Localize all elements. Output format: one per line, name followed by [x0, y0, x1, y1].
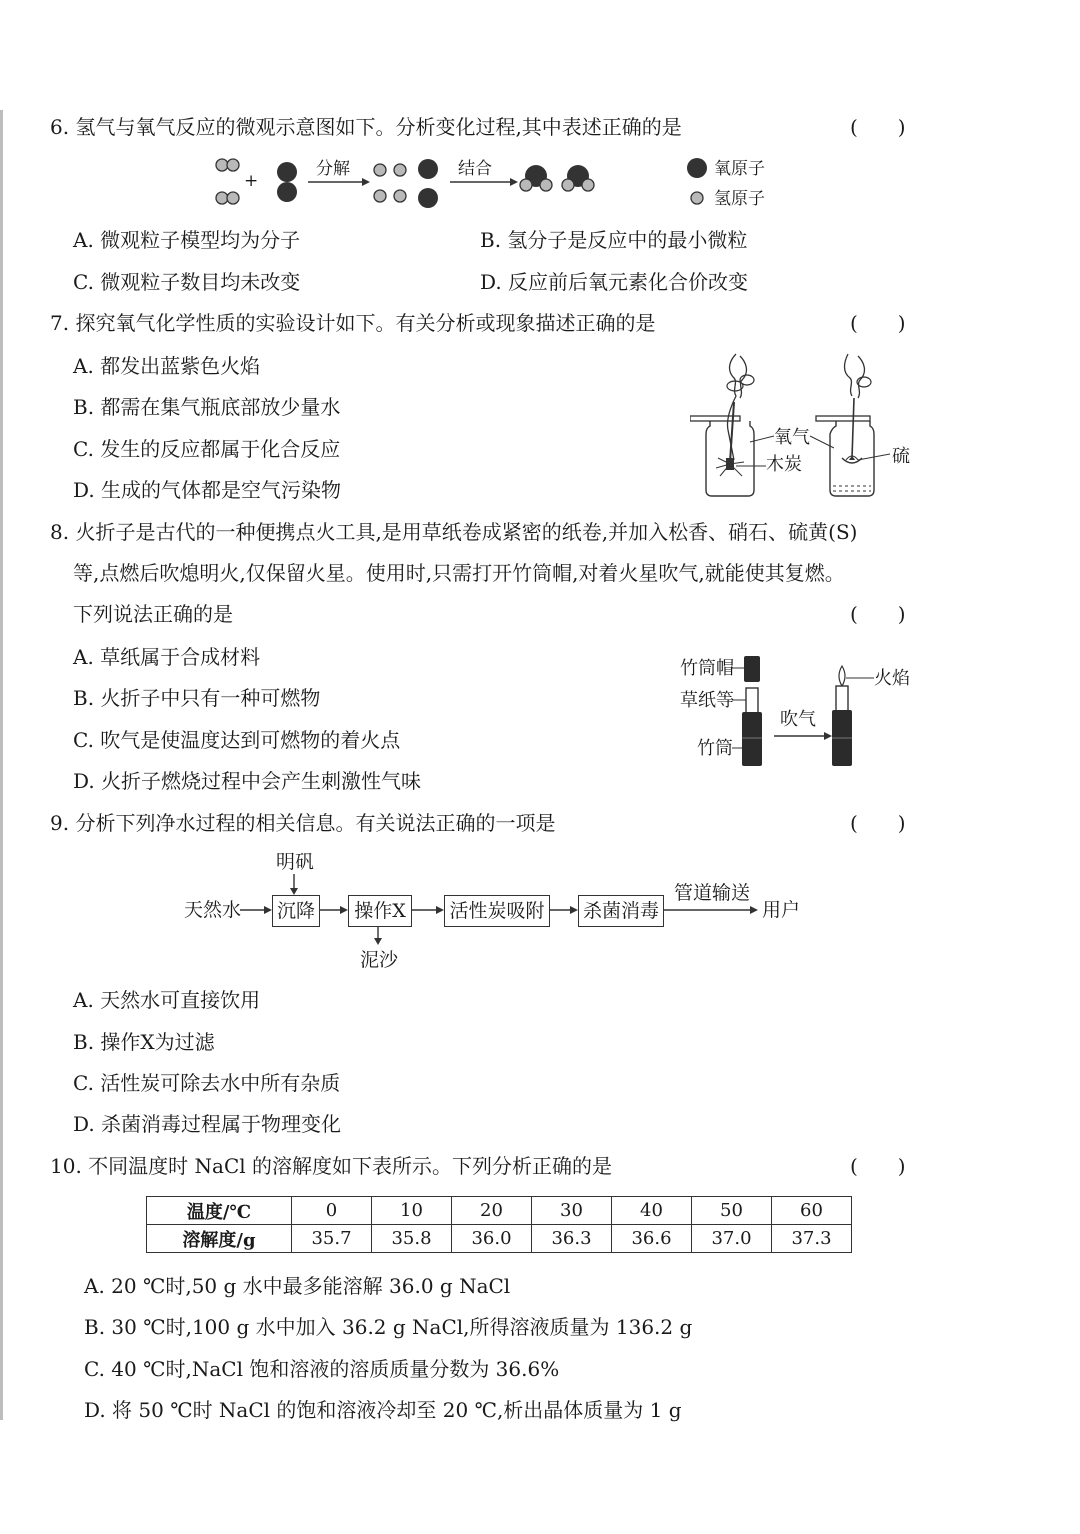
q7-option-a: A. 都发出蓝紫色火焰 — [73, 354, 261, 378]
table-cell: 35.7 — [292, 1225, 372, 1253]
q9-option-d: D. 杀菌消毒过程属于物理变化 — [73, 1112, 342, 1136]
q8-answer-blank: ( ) — [850, 602, 906, 626]
q10-option-b: B. 30 ℃时,100 g 水中加入 36.2 g NaCl,所得溶液质量为 136.2 g — [84, 1315, 693, 1339]
q8-option-b: B. 火折子中只有一种可燃物 — [73, 686, 321, 710]
table-cell: 40 — [612, 1197, 692, 1225]
table-row-temperature — [147, 1197, 852, 1225]
q6-option-a: A. 微观粒子模型均为分子 — [73, 228, 301, 252]
legend-oxygen-label: 氧原子 — [714, 159, 765, 179]
table-cell: 0 — [292, 1197, 372, 1225]
q9-answer-blank: ( ) — [850, 811, 906, 835]
oxygen-label: 氧气 — [774, 427, 810, 448]
q7-option-b: B. 都需在集气瓶底部放少量水 — [73, 395, 341, 419]
blow-label: 吹气 — [780, 709, 816, 730]
q7-stem: 7. 探究氧气化学性质的实验设计如下。有关分析或现象描述正确的是 — [50, 311, 656, 335]
flow-step-disinfect: 杀菌消毒 — [578, 895, 664, 927]
table-cell: 36.3 — [532, 1225, 612, 1253]
bamboo-cap-label: 竹筒帽 — [680, 658, 734, 679]
q7-option-c: C. 发生的反应都属于化合反应 — [73, 437, 341, 461]
q8-option-a: A. 草纸属于合成材料 — [73, 645, 261, 669]
q10-stem: 10. 不同温度时 NaCl 的溶解度如下表所示。下列分析正确的是 — [50, 1154, 613, 1178]
flow-alum: 明矾 — [276, 851, 315, 873]
q8-stem-line-3: 下列说法正确的是 — [73, 602, 233, 626]
table-cell: 50 — [692, 1197, 772, 1225]
q10-option-a: A. 20 ℃时,50 g 水中最多能溶解 36.0 g NaCl — [84, 1274, 511, 1298]
sulfur-label: 硫 — [892, 446, 910, 467]
flow-step-operation-x: 操作X — [348, 895, 412, 927]
plus-sign: + — [244, 171, 259, 191]
table-cell: 35.8 — [372, 1225, 452, 1253]
q9-option-c: C. 活性炭可除去水中所有杂质 — [73, 1071, 341, 1095]
q6-option-b: B. 氢分子是反应中的最小微粒 — [480, 228, 748, 252]
table-cell: 10 — [372, 1197, 452, 1225]
flow-mud: 泥沙 — [360, 949, 399, 971]
flow-pipe: 管道输送 — [674, 882, 751, 904]
table-header-temperature: 温度/℃ — [147, 1197, 292, 1225]
q7-answer-blank: ( ) — [850, 311, 906, 335]
q6-answer-blank: ( ) — [850, 115, 906, 139]
table-cell: 36.0 — [452, 1225, 532, 1253]
q7-option-d: D. 生成的气体都是空气污染物 — [73, 478, 342, 502]
q8-option-d: D. 火折子燃烧过程中会产生刺激性气味 — [73, 769, 422, 793]
q9-option-a: A. 天然水可直接饮用 — [73, 988, 261, 1012]
q8-option-c: C. 吹气是使温度达到可燃物的着火点 — [73, 728, 401, 752]
table-row-solubility — [147, 1225, 852, 1253]
q6-option-c: C. 微观粒子数目均未改变 — [73, 270, 301, 294]
q8-stem-line-1: 8. 火折子是古代的一种便携点火工具,是用草纸卷成紧密的纸卷,并加入松香、硝石、硫黄(S) — [50, 520, 858, 544]
flow-user: 用户 — [762, 899, 801, 921]
q10-option-d: D. 将 50 ℃时 NaCl 的饱和溶液冷却至 20 ℃,析出晶体质量为 1 g — [84, 1398, 682, 1422]
table-cell: 37.0 — [692, 1225, 772, 1253]
solubility-table — [146, 1196, 852, 1253]
q6-stem: 6. 氢气与氧气反应的微观示意图如下。分析变化过程,其中表述正确的是 — [50, 115, 682, 139]
table-cell: 37.3 — [772, 1225, 852, 1253]
flame-label: 火焰 — [874, 668, 910, 689]
legend-hydrogen-label: 氢原子 — [714, 189, 765, 209]
q6-option-d: D. 反应前后氧元素化合价改变 — [480, 270, 749, 294]
table-header-solubility: 溶解度/g — [147, 1225, 292, 1253]
q9-stem: 9. 分析下列净水过程的相关信息。有关说法正确的一项是 — [50, 811, 556, 835]
q8-stem-line-2: 等,点燃后吹熄明火,仅保留火星。使用时,只需打开竹筒帽,对着火星吹气,就能使其复燃。 — [73, 561, 845, 585]
table-cell: 30 — [532, 1197, 612, 1225]
decompose-label: 分解 — [316, 159, 350, 179]
flow-step-settle: 沉降 — [272, 895, 320, 927]
table-cell: 60 — [772, 1197, 852, 1225]
charcoal-label: 木炭 — [766, 454, 802, 475]
bamboo-tube-label: 竹筒 — [697, 738, 733, 759]
flow-step-carbon: 活性炭吸附 — [444, 895, 550, 927]
combine-label: 结合 — [458, 159, 492, 179]
table-cell: 20 — [452, 1197, 532, 1225]
paper-label: 草纸等 — [680, 690, 734, 711]
q10-answer-blank: ( ) — [850, 1154, 906, 1178]
q9-option-b: B. 操作X为过滤 — [73, 1030, 215, 1054]
table-cell: 36.6 — [612, 1225, 692, 1253]
flow-input: 天然水 — [184, 899, 242, 921]
q10-option-c: C. 40 ℃时,NaCl 饱和溶液的溶质质量分数为 36.6% — [84, 1357, 560, 1381]
